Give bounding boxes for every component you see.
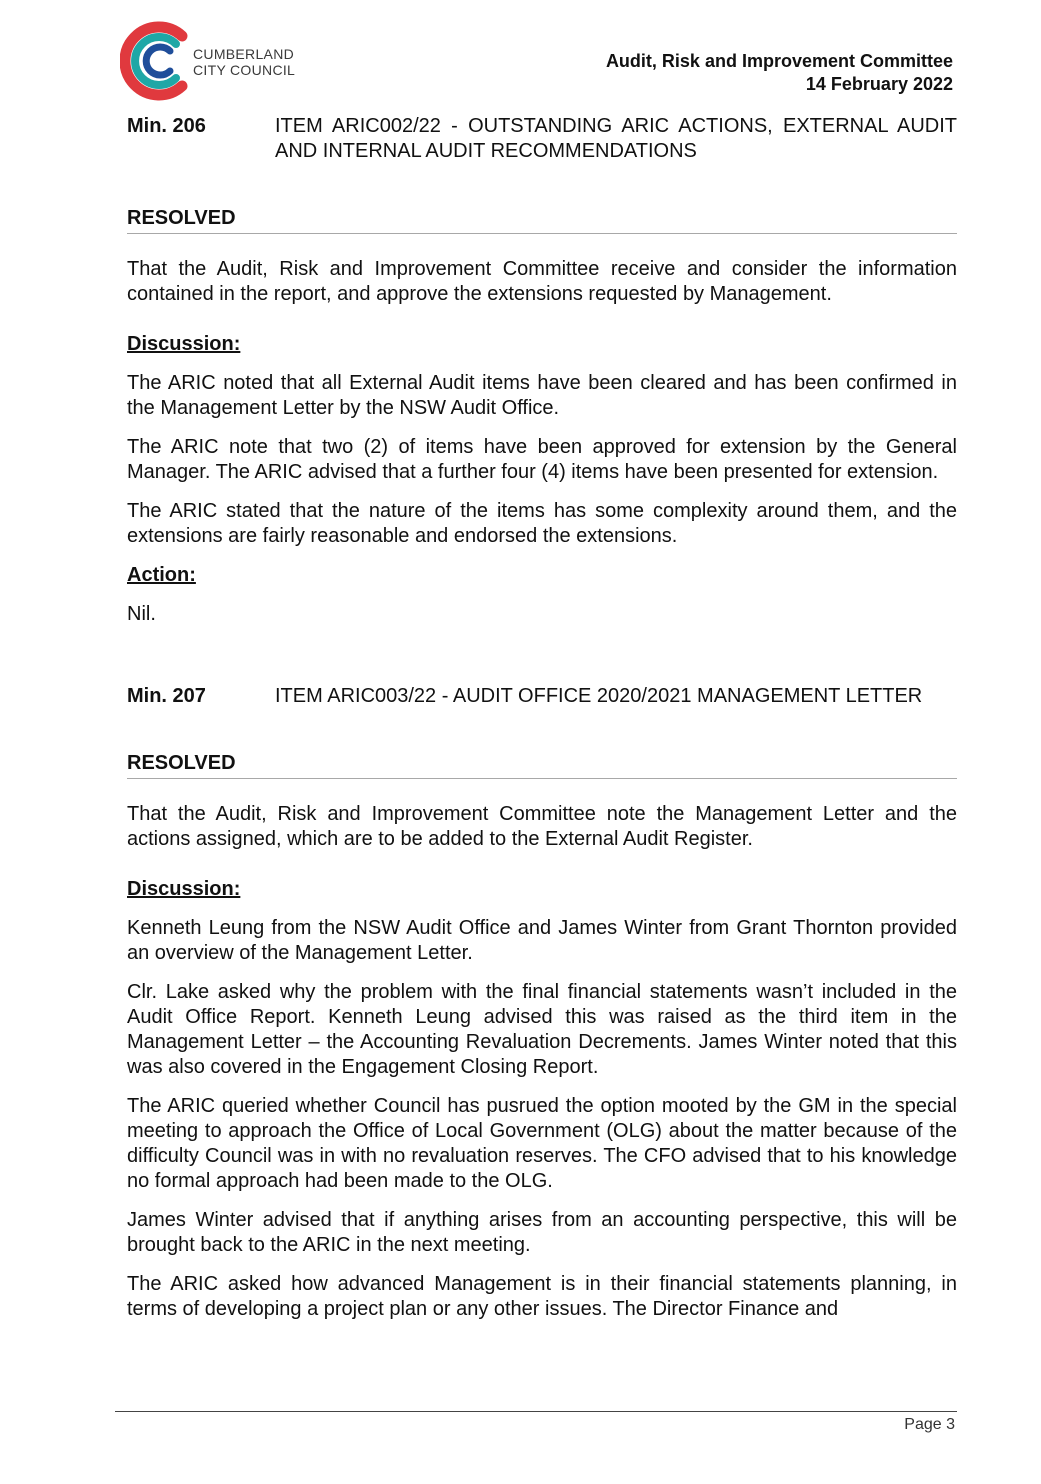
resolved-heading: RESOLVED — [127, 751, 957, 779]
council-name-line1: CUMBERLAND — [193, 46, 295, 62]
resolved-heading: RESOLVED — [127, 206, 957, 234]
action-heading: Action: — [127, 564, 196, 586]
page-number: Page 3 — [904, 1416, 955, 1433]
resolution-text: That the Audit, Risk and Improvement Committee note the Management Letter and the actions assigned, which are to be added to the External Audit Register. — [127, 803, 957, 850]
minutes-body — [127, 114, 957, 1322]
council-name-line2: CITY COUNCIL — [193, 62, 296, 78]
minute-number: Min. 207 — [127, 685, 206, 707]
discussion-paragraph: The ARIC asked how advanced Management is in their financial statements planning, in terms of developing a project plan or any other issues. The Director Finance and — [127, 1273, 957, 1320]
discussion-paragraph: Clr. Lake asked why the problem with the final financial statements wasn’t included in the Audit Office Report. Kenneth Leung advised this was raised as the third item in the Management Letter – the Accounting Revaluation Decrements. James Winter noted that this was also covered in the Engagement Closing Report. — [127, 981, 957, 1078]
minute-title: ITEM ARIC002/22 - OUTSTANDING ARIC ACTIONS, EXTERNAL AUDIT AND INTERNAL AUDIT RECOMMENDATIONS — [275, 115, 957, 162]
council-name — [193, 46, 295, 78]
council-logo — [120, 20, 320, 102]
minute-number: Min. 206 — [127, 115, 206, 137]
discussion-heading: Discussion: — [127, 333, 241, 355]
resolution-text: That the Audit, Risk and Improvement Committee receive and consider the information contained in the report, and approve the extensions requested by Management. — [127, 258, 957, 305]
minute-206-heading — [127, 114, 957, 164]
footer-rule — [115, 1411, 957, 1412]
discussion-heading: Discussion: — [127, 878, 241, 900]
minute-207-heading — [127, 684, 957, 709]
committee-name: Audit, Risk and Improvement Committee — [605, 51, 953, 71]
meeting-date: 14 February 2022 — [805, 74, 953, 94]
discussion-paragraph: The ARIC noted that all External Audit items have been cleared and has been confirmed in the Management Letter by the NSW Audit Office. — [127, 372, 957, 419]
discussion-paragraph: The ARIC stated that the nature of the items has some complexity around them, and the extensions are fairly reasonable and endorsed the extensions. — [127, 500, 957, 547]
discussion-paragraph: Kenneth Leung from the NSW Audit Office and James Winter from Grant Thornton provided an overview of the Management Letter. — [127, 917, 957, 964]
discussion-paragraph: James Winter advised that if anything arises from an accounting perspective, this will be brought back to the ARIC in the next meeting. — [127, 1209, 957, 1256]
discussion-paragraph: The ARIC note that two (2) of items have been approved for extension by the General Manager. The ARIC advised that a further four (4) items have been presented for extension. — [127, 436, 957, 483]
council-logo-icon — [120, 20, 192, 102]
action-text: Nil. — [127, 603, 156, 625]
minute-title: ITEM ARIC003/22 - AUDIT OFFICE 2020/2021 MANAGEMENT LETTER — [275, 685, 923, 707]
page-header — [606, 50, 953, 96]
discussion-paragraph: The ARIC queried whether Council has pusrued the option mooted by the GM in the special meeting to approach the Office of Local Government (OLG) about the matter because of the difficulty Council was in with no revaluation reserves. The CFO advised that to his knowledge no formal approach had been made to the OLG. — [127, 1095, 957, 1192]
